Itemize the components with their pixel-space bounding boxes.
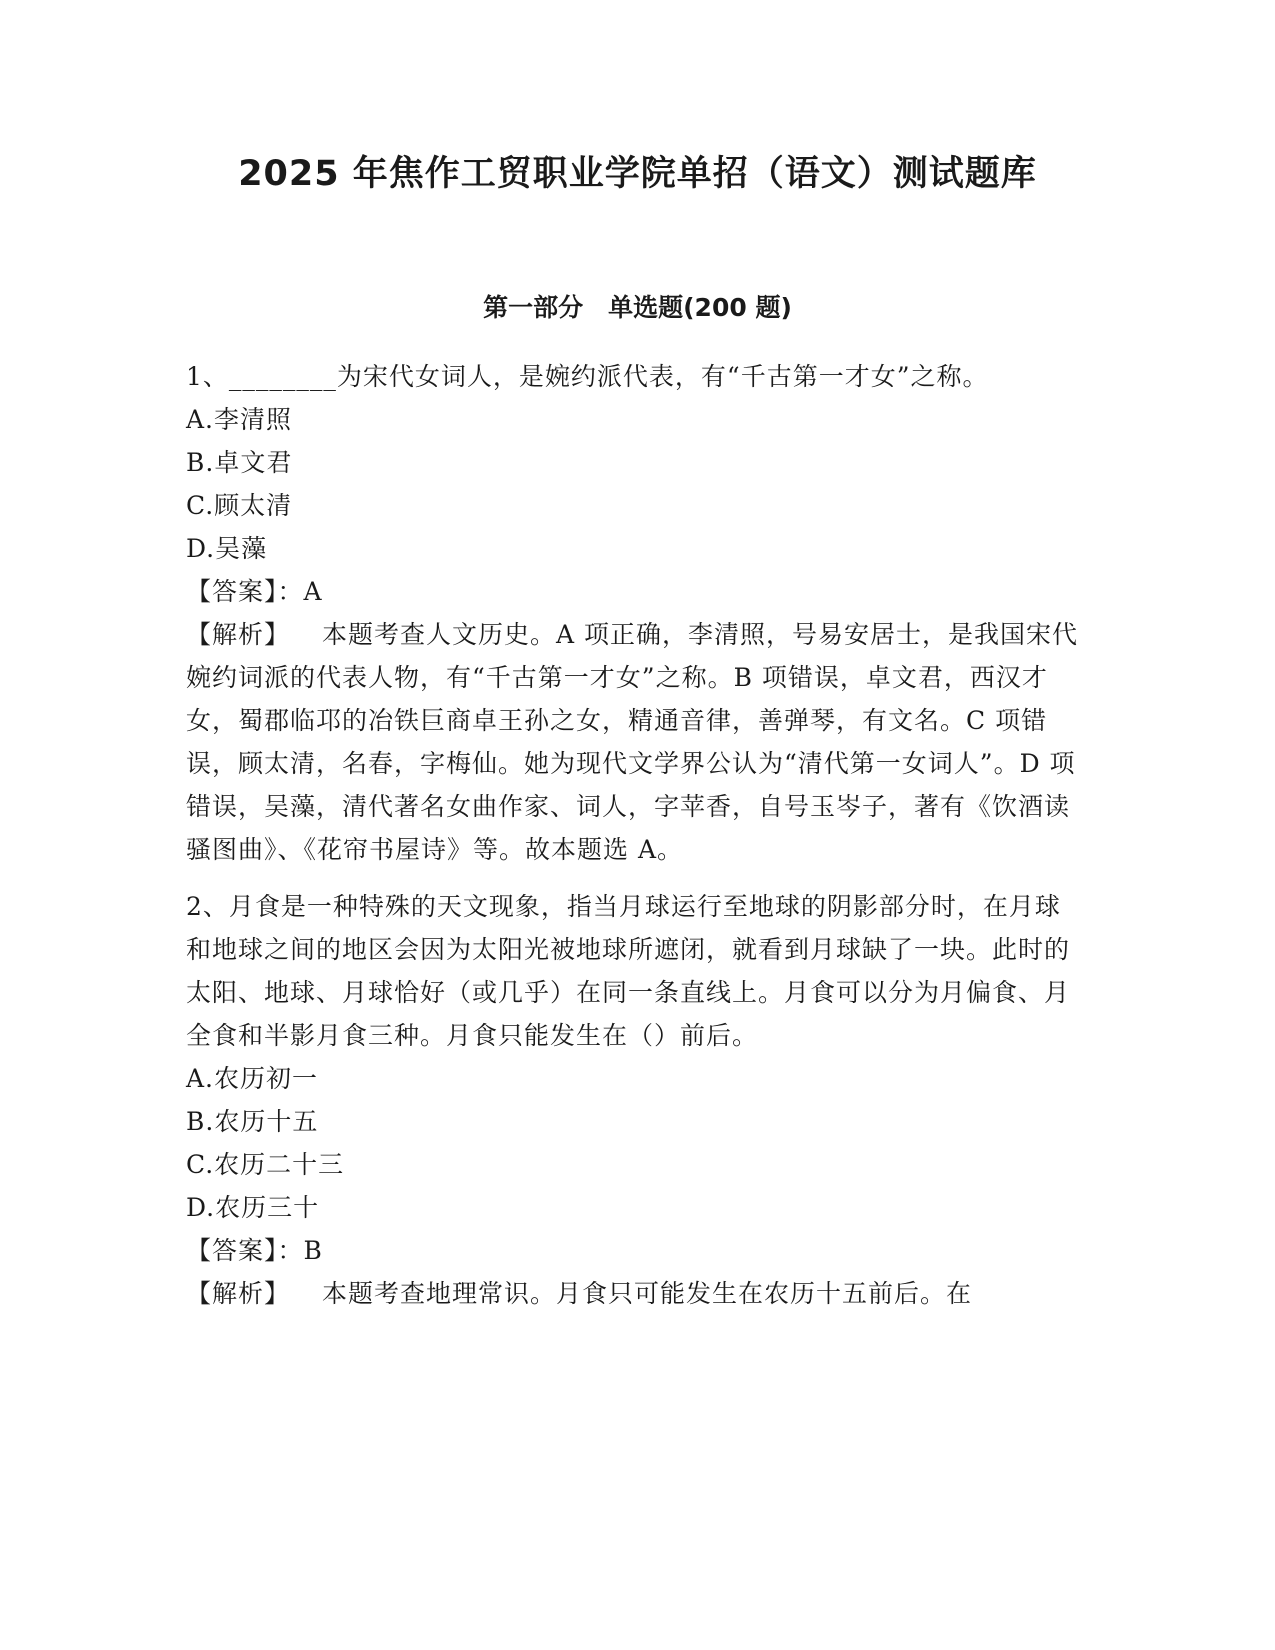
option-c: C.顾太清 [186,491,293,520]
option-b: B.农历十五 [186,1107,319,1136]
answer-line [186,1229,1086,1272]
option-d: D.吴藻 [186,534,268,563]
option-c: C.农历二十三 [186,1150,345,1179]
question-stem: 2、月食是一种特殊的天文现象，指当月球运行至地球的阴影部分时，在月球和地球之间的地区会因为太阳光被地球所遮闭，就看到月球缺了一块。此时的太阳、地球、月球恰好（或几乎）在同一条直线上。月食可以分为月偏食、月全食和半影月食三种。月食只能发生在（）前后。 [186,892,1071,1050]
analysis-label: 【解析】 [186,1279,291,1308]
question-list [186,355,1086,1321]
analysis-text: 本题考查人文历史。A 项正确，李清照，号易安居士，是我国宋代婉约词派的代表人物，有“千古第一才女”之称。B 项错误，卓文君，西汉才女，蜀郡临邛的冶铁巨商卓王孙之女，精通音律，善弹琴，有文名。C 项错误，顾太清，名春，字梅仙。她为现代文学界公认为“清代第一女词人”。D 项错误，吴藻，清代著名女曲作家、词人，字苹香，自号玉岑子，著有《饮酒读骚图曲》、《花帘书屋诗》等。故本题选 A。 [186,620,1079,864]
section-heading: 第一部分 单选题(200 题) [483,293,792,322]
question-item [186,885,1086,1315]
option-d: D.农历三十 [186,1193,320,1222]
analysis-label: 【解析】 [186,620,291,649]
answer-label: 【答案】： [186,1236,304,1265]
option-a: A.农历初一 [186,1064,319,1093]
question-stem: 1、________为宋代女词人，是婉约派代表，有“千古第一才女”之称。 [186,362,989,391]
analysis-text: 本题考查地理常识。月食只可能发生在农历十五前后。在 [322,1279,973,1308]
page-title: 2025 年焦作工贸职业学院单招（语文）测试题库 [238,154,1037,194]
option-a: A.李清照 [186,405,293,434]
answer-value: A [303,577,323,606]
answer-value: B [303,1236,323,1265]
answer-line [186,570,1086,613]
question-item [186,355,1086,871]
analysis-paragraph [186,1272,1086,1315]
answer-label: 【答案】： [186,577,304,606]
analysis-paragraph [186,613,1086,871]
option-b: B.卓文君 [186,448,293,477]
